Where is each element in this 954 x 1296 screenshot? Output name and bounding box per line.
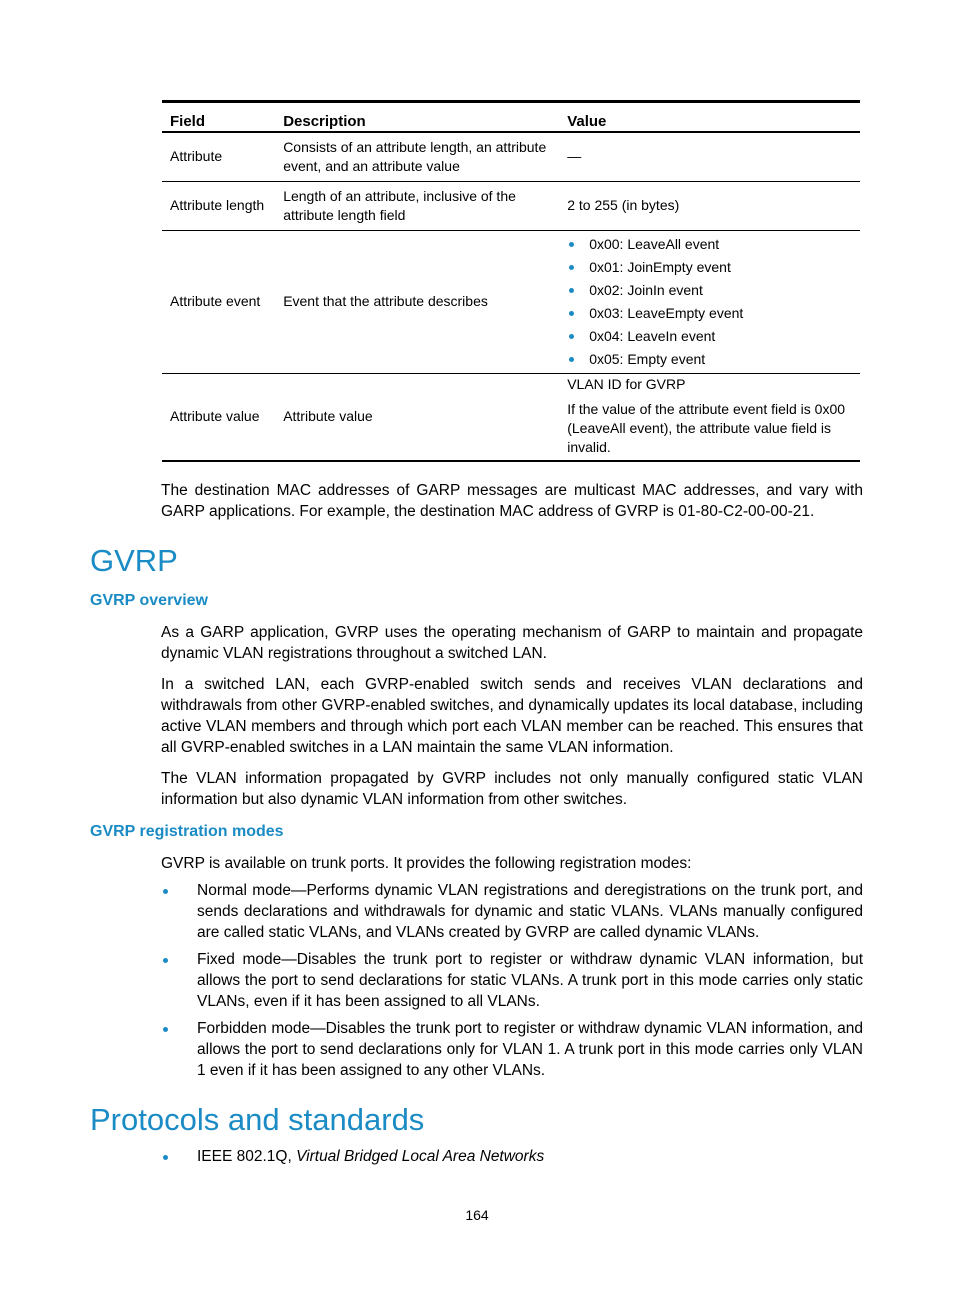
- page-number: 164: [465, 1207, 489, 1223]
- table-row: [162, 373, 860, 461]
- cell-value: 2 to 255 (in bytes): [559, 181, 860, 230]
- paragraph: GVRP is available on trunk ports. It provides the following registration modes:: [161, 855, 692, 872]
- cell-description: Attribute value: [275, 373, 559, 461]
- cell-value: [559, 373, 860, 461]
- cell-description: Length of an attribute, inclusive of the attribute length field: [275, 181, 559, 230]
- header-field: Field: [162, 102, 275, 133]
- gvrp-fields-table: [162, 100, 860, 462]
- subheading-registration-modes: GVRP registration modes: [90, 823, 284, 840]
- cell-value: [559, 230, 860, 373]
- paragraph: The VLAN information propagated by GVRP includes not only manually configured static VLAN information but also dynamic VLAN information from other switches.: [161, 770, 863, 808]
- list-item: 0x03: LeaveEmpty event: [567, 302, 852, 325]
- registration-modes-list: [161, 880, 863, 1081]
- cell-field: Attribute length: [162, 181, 275, 230]
- list-item: 0x04: LeaveIn event: [567, 325, 852, 348]
- list-item: 0x01: JoinEmpty event: [567, 256, 852, 279]
- list-item: Fixed mode—Disables the trunk port to register or withdraw dynamic VLAN information, but allows the port to send declarations for static VLANs. A trunk port in this mode carries only static VLANs, even if it has been assigned to all VLANs.: [161, 949, 863, 1012]
- list-item: 0x02: JoinIn event: [567, 279, 852, 302]
- cell-field: Attribute event: [162, 230, 275, 373]
- list-item: Normal mode—Performs dynamic VLAN registrations and deregistrations on the trunk port, and sends declarations and withdrawals for dynamic and static VLANs. VLANs manually configured are called static VLANs, and VLANs created by GVRP are called dynamic VLANs.: [161, 880, 863, 943]
- paragraph: As a GARP application, GVRP uses the operating mechanism of GARP to maintain and propagate dynamic VLAN registrations throughout a switched LAN.: [161, 624, 863, 662]
- list-item: [161, 1146, 863, 1167]
- cell-field: Attribute value: [162, 373, 275, 461]
- table-row: [162, 132, 860, 181]
- table-header-row: [162, 102, 860, 133]
- section-heading-protocols: Protocols and standards: [90, 1102, 425, 1137]
- subheading-gvrp-overview: GVRP overview: [90, 592, 208, 609]
- cell-description: Consists of an attribute length, an attribute event, and an attribute value: [275, 132, 559, 181]
- standard-title: Virtual Bridged Local Area Networks: [296, 1148, 545, 1165]
- value-line: VLAN ID for GVRP: [567, 375, 686, 392]
- section-heading-gvrp: GVRP: [90, 543, 178, 578]
- protocols-list: [161, 1146, 863, 1167]
- table-row: [162, 230, 860, 373]
- header-value: Value: [559, 102, 860, 133]
- standard-id: IEEE 802.1Q,: [197, 1148, 297, 1165]
- value-line: If the value of the attribute event field is 0x00 (LeaveAll event), the attribute value field is invalid.: [567, 400, 846, 455]
- intro-paragraph: The destination MAC addresses of GARP messages are multicast MAC addresses, and vary with GARP applications. For example, the destination MAC address of GVRP is 01-80-C2-00-00-21.: [161, 482, 863, 520]
- header-description: Description: [275, 102, 559, 133]
- paragraph: In a switched LAN, each GVRP-enabled switch sends and receives VLAN declarations and withdrawals from other GVRP-enabled switches, and dynamically updates its local database, including active VLAN members and through which port each VLAN member can be reached. This ensures that all GVRP-enabled switches in a LAN maintain the same VLAN information.: [161, 676, 863, 756]
- cell-field: Attribute: [162, 132, 275, 181]
- cell-description: Event that the attribute describes: [275, 230, 559, 373]
- attribute-event-list: [567, 233, 852, 371]
- list-item: 0x05: Empty event: [567, 348, 852, 371]
- table-row: [162, 181, 860, 230]
- list-item: 0x00: LeaveAll event: [567, 233, 852, 256]
- cell-value: —: [559, 132, 860, 181]
- list-item: Forbidden mode—Disables the trunk port to register or withdraw dynamic VLAN information, and allows the port to send declarations only for VLAN 1. A trunk port in this mode carries only VLAN 1 even if it has been assigned to any other VLANs.: [161, 1018, 863, 1081]
